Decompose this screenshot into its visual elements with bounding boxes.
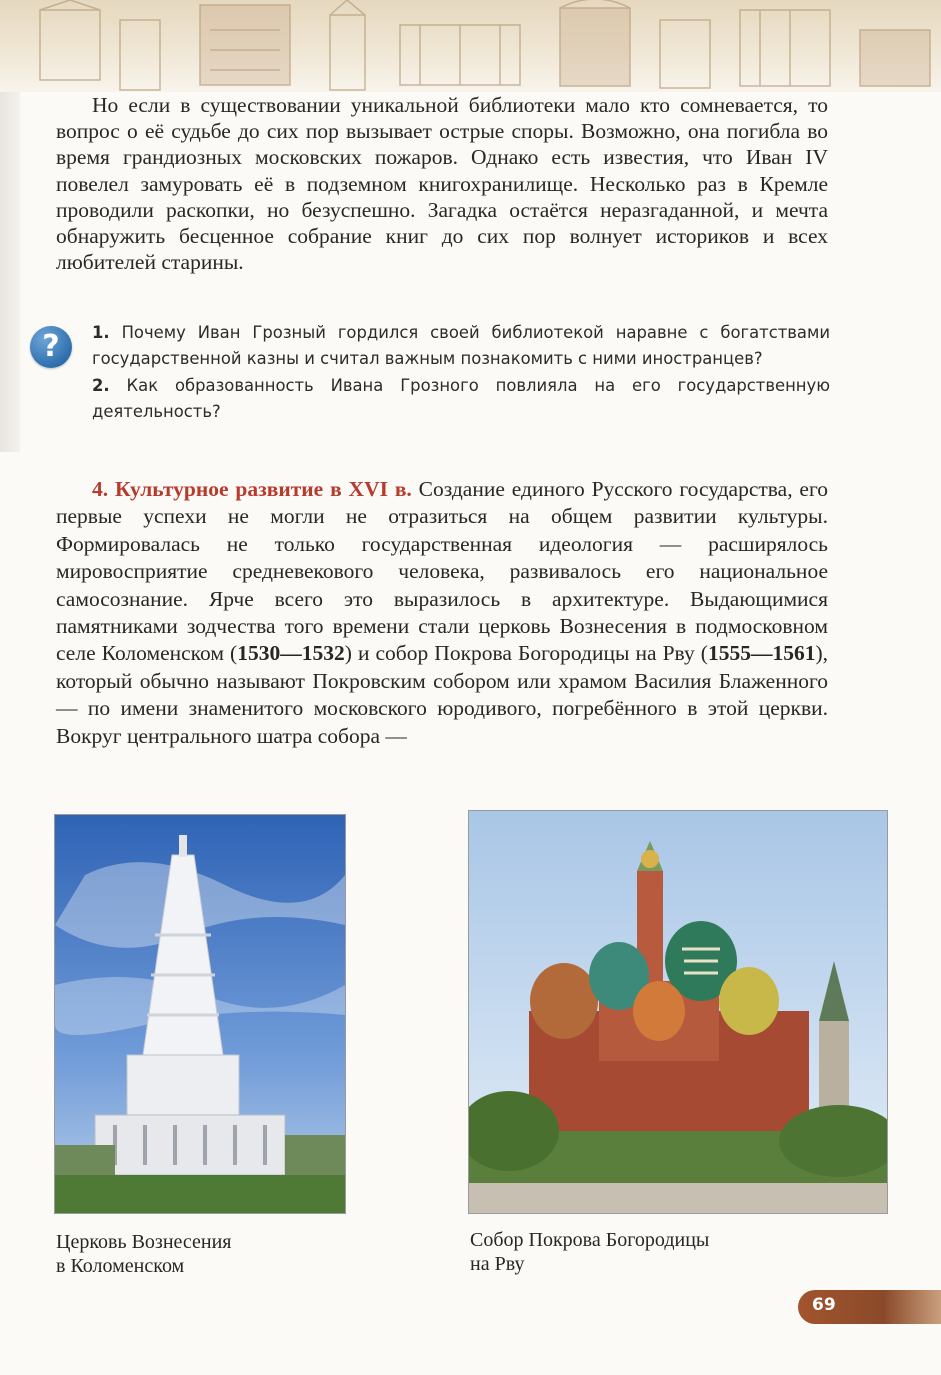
date-range: 1530—1532 xyxy=(237,641,345,666)
main-text-block xyxy=(56,92,828,275)
photo-st-basils-cathedral xyxy=(468,810,888,1214)
question-icon: ? xyxy=(30,326,72,368)
question-number: 1. xyxy=(92,323,110,342)
decorative-header-banner xyxy=(0,0,941,92)
section-text-part: ), который обычно называют Покровским собором или храмом Василия Блаженного — по имени знаменитого московского юродивого, погребённого в этой церкви. Вокруг центрального шатра собора — xyxy=(56,641,828,748)
header-illustration xyxy=(0,0,941,92)
section-culture xyxy=(56,476,828,750)
caption-st-basils-cathedral: Собор Покрова Богородицы на Рву xyxy=(470,1229,710,1275)
page-number-badge xyxy=(798,1290,941,1324)
library-paragraph: Но если в существовании уникальной библиотеки мало кто сомневается, то вопрос о её судьбе до сих пор вызывает острые споры. Возможно, она погибла во время грандиозных московских пожаров. Однако есть известия, что Иван IV повелел замуровать её в подземном книгохранилище. Несколько раз в Кремле проводили раскопки, но безуспешно. Загадка остаётся неразгаданной, и мечта обнаружить бесценное собрание книг до сих пор волнует историков и всех любителей старины. xyxy=(56,93,828,275)
question-text: Почему Иван Грозный гордился своей библиотекой наравне с богатствами государственной казны и считал важным познакомить с ними иностранцев? xyxy=(92,323,830,369)
photo-church-of-ascension xyxy=(54,814,346,1214)
page-edge-strip xyxy=(0,92,20,452)
section-text-part: Создание единого Русского государства, его первые успехи не могли не отразиться на общем развитии культуры. Формировалась не только государственная идеология — расширялось мировосприятие средневекового человека, развивалось его национальное самосознание. Ярче всего это выразилось в архитектуре. Выдающимися памятниками зодчества того времени стали церковь Вознесения в подмосковном селе Коломенском ( xyxy=(56,477,828,666)
section-paragraph xyxy=(56,476,828,750)
question-text: Как образованность Ивана Грозного повлияла на его государственную деятельность? xyxy=(92,375,831,422)
question-2 xyxy=(92,373,830,426)
date-range: 1555—1561 xyxy=(707,641,816,666)
question-1 xyxy=(92,320,830,373)
section-heading: 4. Культурное развитие в XVI в. xyxy=(92,477,412,501)
caption-church-of-ascension: Церковь Вознесения в Коломенском xyxy=(56,1231,232,1277)
page-number: 69 xyxy=(812,1295,836,1315)
question-number: 2. xyxy=(92,375,110,395)
section-text-part: ) и собор Покрова Богородицы на Рву ( xyxy=(344,641,708,666)
questions-block xyxy=(92,320,830,426)
